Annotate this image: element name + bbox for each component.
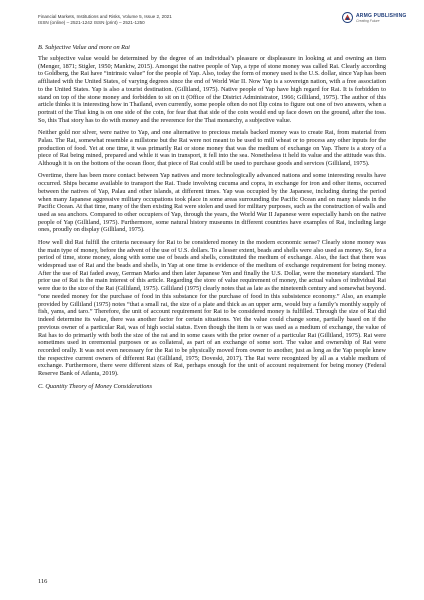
- running-head: [38, 14, 172, 26]
- paragraph: [38, 129, 386, 168]
- paragraph-text: Overtime, there has been more contact between Yap natives and more technologically advanced nations and some interesting results have occurred. Ships became available to transport the Rai. Trade involving cucuma and copra, in exchange for iron and other items, occurred between the natives of Yap, Palau and other islands, at different times. Yap was occupied by the Japanese, including during the period when many Japanese aggressive military occupations took place in some areas surrounding the Pacific Ocean and on many islands in the Pacific Ocean. At that time, many of the then existing Rai were stolen and used for military purposes, such as the construction of walls and used as sea anchors. Compared to other occupiers of Yap, through the years, the World War II Japanese were especially harsh on the native people of Yap (Gilliland, 1975). Furthermore, some natural history museums in different countries have examples of Rai, including large ones, proudly on display (Gilliland, 1975).: [38, 172, 386, 234]
- paragraph-text: The subjective value would be determined by the degree of an individual’s pleasure or displeasure in looking at and owning an item (Menger, 1871; Stigler, 1950; Mankiw, 2015). Amongst the native people of Yap, a type of stone money was called Rai. Clearly according to Goldberg, the Rai have “intrinsic value” for the people of Yap. Also, today the form of money used is the U.S. dollar, since Yap has been affiliated with the United States, of varying degrees since the end of World War II. Now Yap is a sovereign nation, with a free association to the United States. Yap is also a tourist destination. (Gilliland, 1975). Native people of Yap have high regard for Rai. It is forbidden to stand on top of the stone money and forbidden to sit on it (Office of the District Administrator, 1966; Gilliland, 1975). The author of this article thinks it is interesting how in Thailand, even currently, some people often do not flip coins to figure out one of two answers, when a portrait of the Thai king is on one side of the coin, for fear that that side of the coin would end up face down on the ground, after the toss. So, this Thai story has to do with money and the reverence for the Thai monarchy, a subjective value.: [38, 55, 386, 124]
- issn-line: ISSN (online) – 2521-1242 ISSN (print) – 2521-1250: [38, 20, 145, 25]
- publisher-logo: [342, 12, 407, 26]
- section-heading-b: B. Subjective Value and more on Rai: [38, 44, 130, 51]
- publisher-logo-name: ARMG PUBLISHING: [356, 13, 407, 19]
- paragraph: [38, 239, 386, 378]
- paragraph: [38, 55, 386, 124]
- paragraph-text: How well did Rai fulfill the criteria necessary for Rai to be considered money in the modern economic sense? Clearly stone money was the main type of money, before the advent of the use of U.S. dollars. To a lesser extent, beads and shells were also used as money. So, for a period of time, stone money, along with some use of beads and shells, constituted the medium of exchange. Also, the fact that there was widespread use of Rai and the beads and shells, in Yap at one time is evidence of the medium of exchange requirement for being money. After the use of Rai faded away, German Marks and then later Japanese Yen and finally the U.S. Dollar, were the monetary standard. The prior use of Rai is the main interest of this article. Regarding the store of value requirement of money, the actual values of individual Rai were due to the size of the Rai (Gilliland, 1975). Gilliland (1975) clearly notes that as late as the nineteenth century and somewhat beyond. “one needed money for the purchase of food in this substance for the purchase of food in this subsistence economy.” Also, an example provided by Gilliland (1975) notes “that a small rai, the size of a plate and thick as an upper arm, would buy a family’s monthly supply of fish, yams, and taro.” Therefore, the unit of account requirement for Rai to be considered money is fulfilled. Through the size of Rai did indeed determine its value, there was another factor for certain situations. Yet the value could change some, partially based on if the previous owner of a particular Rai, was of high social status. Even though the item is or was used as a medium of exchange, the value of Rai has to do primarily with both the size of the rai and in some cases with the prior owner of a particular Rai (Gilliland, 1975). Rai were sometimes used in ceremonial purposes or as collateral, as part of an exchange of some sort. The value and ownership of Rai were recorded orally. It was not even necessary for the Rai to be physically moved from owner to another, just as long as the Yap people knew the respective current owners of different Rai (Gilliland, 1975; Doveski, 2017). The Rai were recognized by all as a viable medium of exchange. Furthermore, there were different sizes of Rai, perhaps enough for the unit of account requirement for being money (Federal Reserve Bank of Atlanta, 2019).: [38, 238, 386, 378]
- paragraph: [38, 172, 386, 234]
- journal-citation: Financial Markets, Institutions and Risks, Volume 5, Issue 2, 2021: [38, 14, 172, 19]
- paragraph-text: Neither gold nor silver, were native to Yap, and one alternative to precious metals backed money was to create Rai, from material from Palau. The Rai, somewhat resemble a millstone but the Rai were not meant to be used to mill wheat or to process any other inputs for the production of food. Yet at one time, it was primarily Rai or stone money that was the medium of exchange on Yap. There is a story of a piece of Rai being mined, prepared and while it was in transport, it fell into the sea. Nonetheless it held its value and the attitude was this. Although it is on the bottom of the ocean floor, that piece of Rai could still be used to purchase goods and services (Gilliland, 1975).: [38, 129, 386, 168]
- publisher-logo-tagline: Creating Future: [356, 19, 380, 23]
- article-body: [38, 44, 386, 394]
- section-heading-c: C. Quantity Theory of Money Considerations: [38, 382, 153, 390]
- publisher-logo-icon: [342, 12, 353, 23]
- page-number: 116: [38, 578, 48, 585]
